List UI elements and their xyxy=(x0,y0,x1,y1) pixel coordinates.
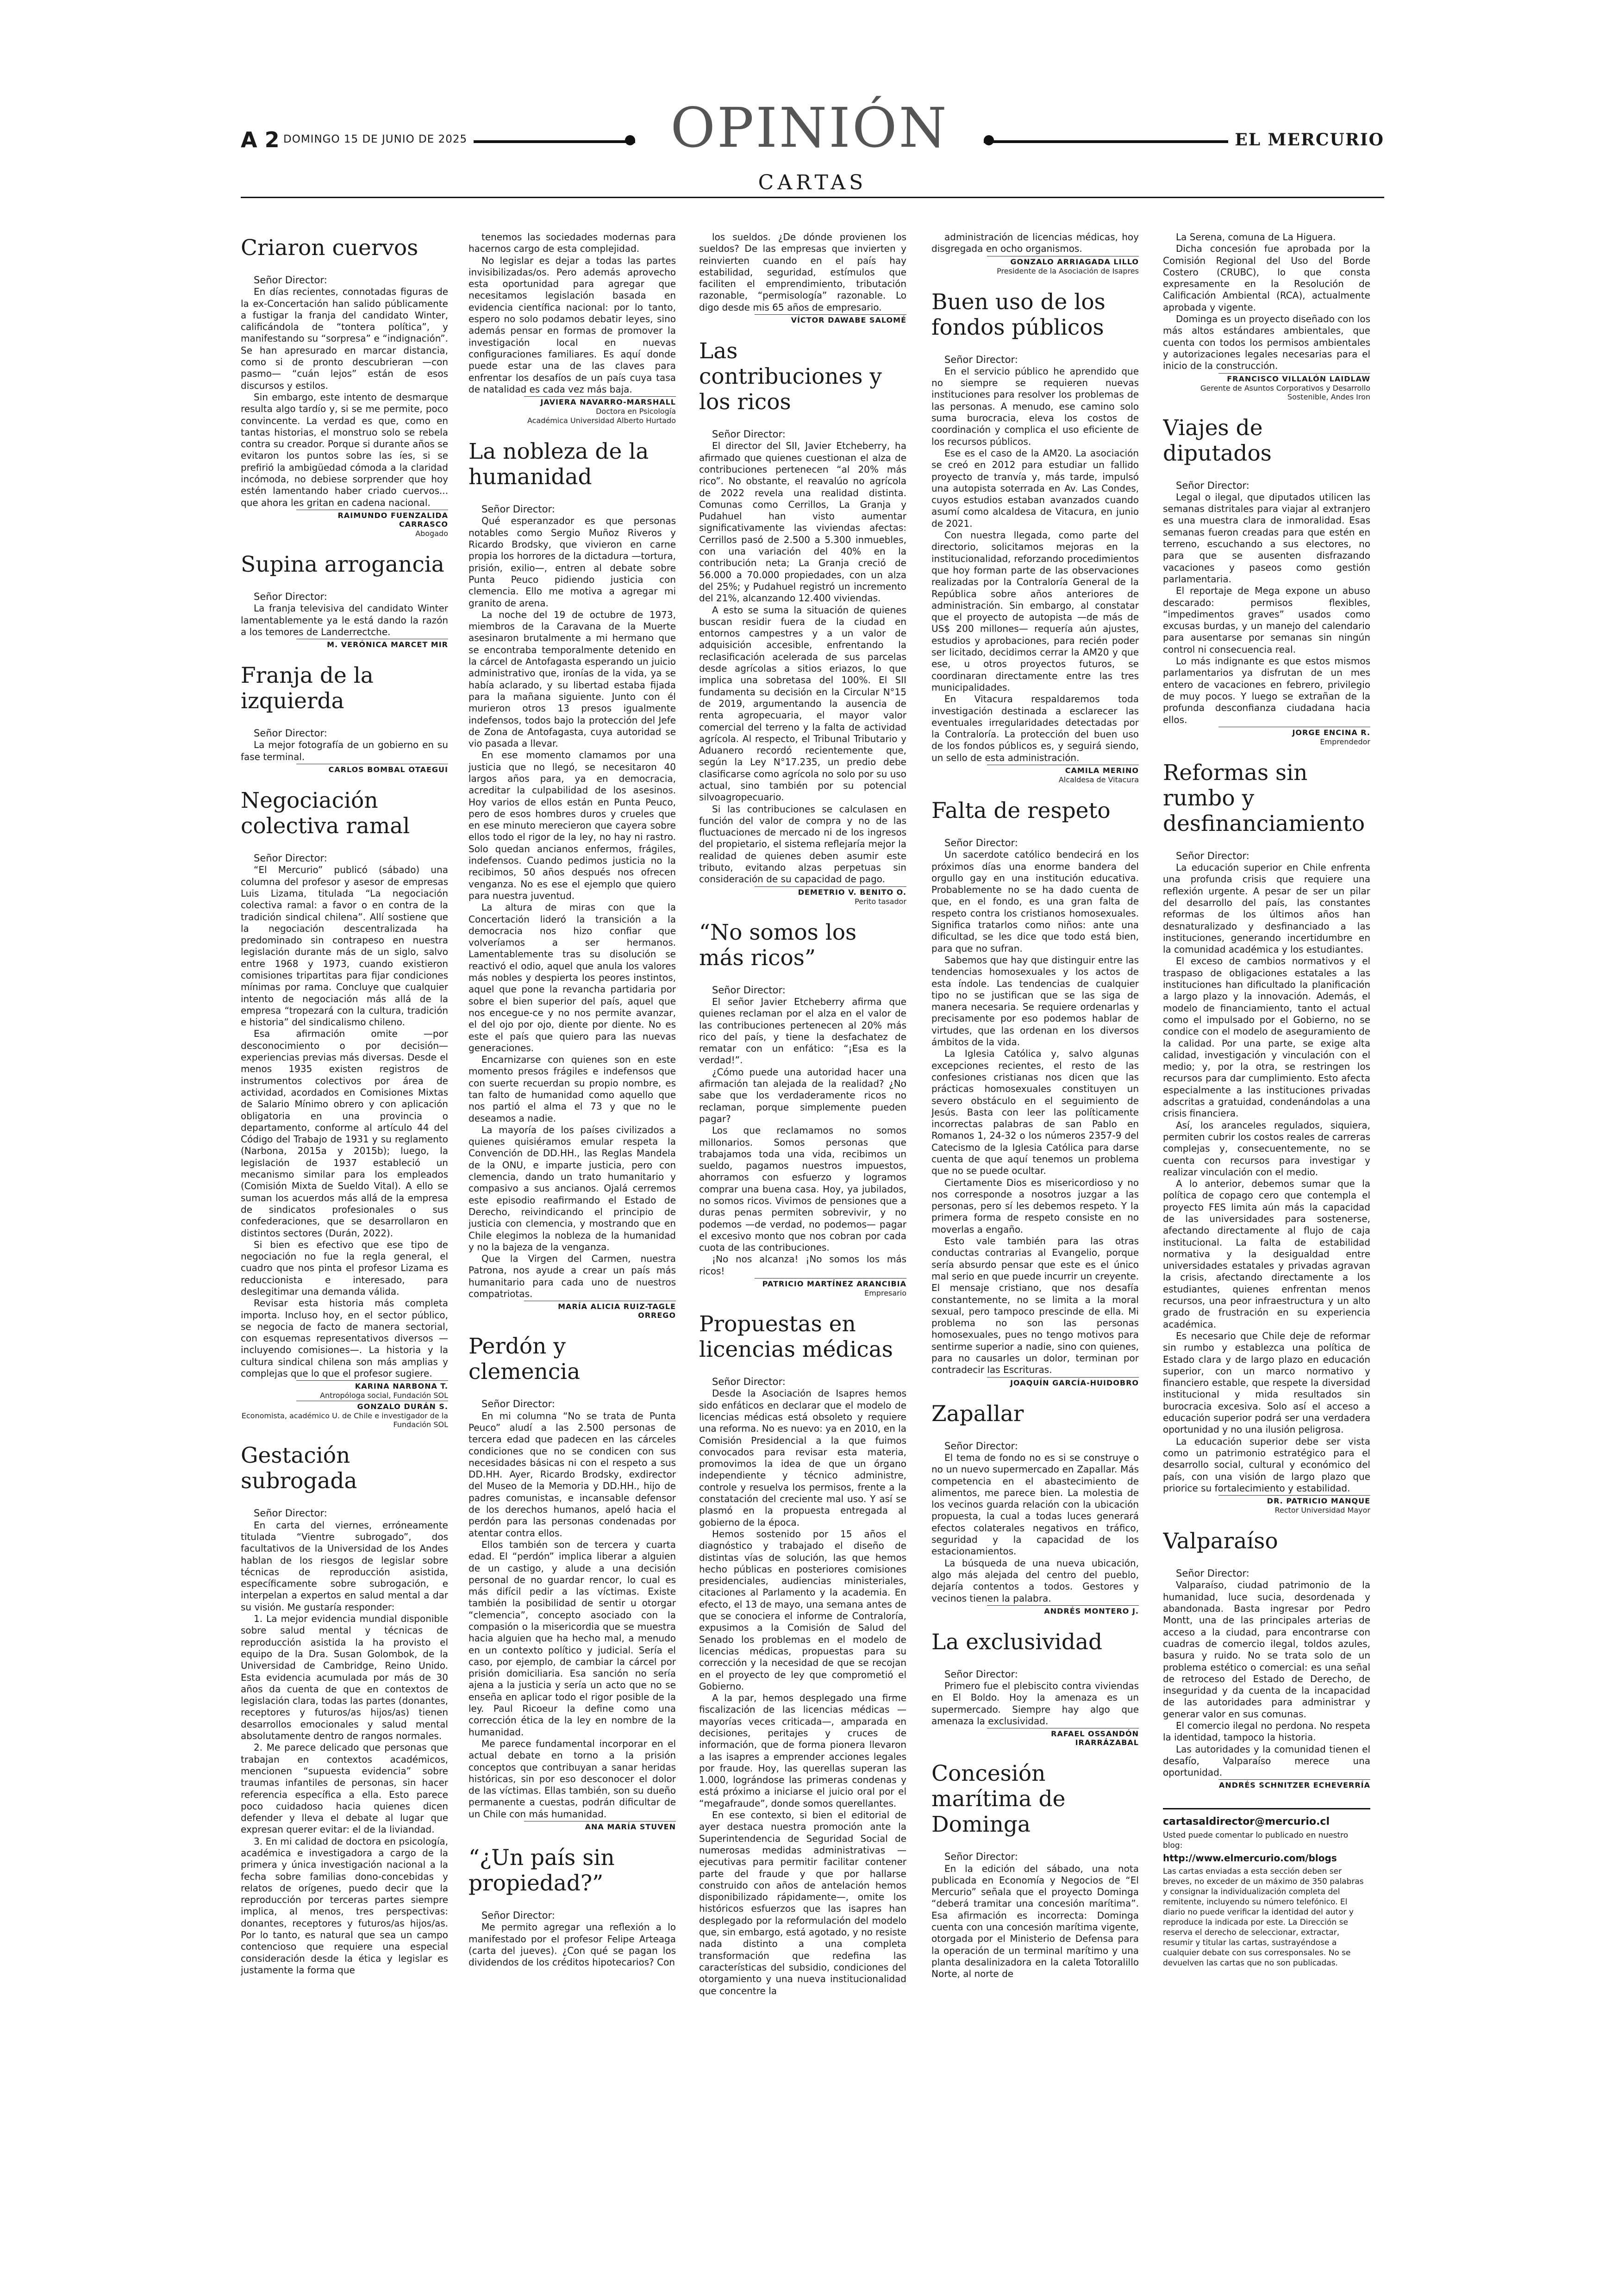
letter-paragraph: administración de licencias médicas, hoy disgregada en ocho organismos. xyxy=(931,231,1139,255)
letter-salutation: Señor Director: xyxy=(481,1398,555,1410)
letter-paragraph: Encarnizarse con quienes son en este momento presos frágiles e indefensos que con suerte recuerdan su propio nombre, es tan falto de humanidad como aquello que nos partió el alma el 73 y que no le deseamos a nadie. xyxy=(468,1054,676,1124)
section-subtitle: CARTAS xyxy=(758,171,867,194)
masthead-bottom-rule xyxy=(241,197,1384,198)
letter-headline: Propuestas en licencias médicas xyxy=(699,1311,893,1363)
letter-salutation: Señor Director: xyxy=(944,837,1018,848)
signer-affiliation: Académica Universidad Alberto Hurtado xyxy=(527,416,676,425)
letter-paragraph: Dicha concesión fue aprobada por la Comisión Regional del Uso del Borde Costero (CRUBC), lo que consta expresamente en la Resolución de Calificación Ambiental (RCA), actualmente aprobada y vigente. xyxy=(1163,243,1370,313)
letter-paragraph: 1. La mejor evidencia mundial disponible sobre salud mental y técnicas de reproducción asistida la ha provisto el equipo de la Dra. Susan Golombok, de la Universidad de Cambridge, Reino Unido. Esta evidencia acumulada por más de 30 años da cuenta de que en contextos de legislación clara, todas las partes (donantes, receptores y futuros/as hijos/as) tienen desarrollos emocionales y salud mental absolutamente dentro de rangos normales. xyxy=(241,1613,448,1742)
letter-paragraph: El tema de fondo no es si se construye o no un nuevo supermercado en Zapallar. Más competencia en el abastecimiento de alimentos, me parece bien. La molestia de los vecinos guarda relación con la ubicación propuesta, la cual a todas luces generará efectos colaterales negativos en tráfico, seguridad y la capacidad de los estacionamientos. xyxy=(931,1452,1139,1557)
letter-paragraph: tenemos las sociedades modernas para hacernos cargo de esta complejidad. xyxy=(468,231,676,255)
letter-paragraph: Lo más indignante es que estos mismos parlamentarios ya disfrutan de un mes entero de vacaciones en febrero, privilegio de muy pocos. Y luego se extrañan de la profunda desconfianza ciudadana hacia ellos. xyxy=(1163,655,1370,725)
letter-signature: GONZALO DURÁN S. xyxy=(296,1401,448,1411)
letter-paragraph: El señor Javier Etcheberry afirma que quienes reclaman por el alza en el valor de las contribuciones pertenecen al 20% más rico del país, y tiene la desfachatez de rematar con un enfático: “¡Esa es la verdad!”. xyxy=(699,996,906,1066)
letter-article xyxy=(468,439,676,1320)
letter-paragraph: A lo anterior, debemos sumar que la política de copago cero que contempla el proyecto FES limita aún más la capacidad de las universidades para sostenerse, afectando directamente al flujo de caja institucional. La falta de estabilidad normativa y la desigualdad entre universidades estatales y privadas agravan la crisis, afectando directamente a los estudiantes, quienes enfrentan menos recursos, una peor infraestructura y un alto grado de frustración en su experiencia académica. xyxy=(1163,1178,1370,1330)
letter-signature: PATRICIO MARTÍNEZ ARANCIBIA xyxy=(755,1278,906,1288)
letter-paragraph: A la par, hemos desplegado una firme fiscalización de las licencias médicas —mayorías veces criticada—, amparada en decisiones, peritajes y cruces de información, que de forma pionera llevaron a las isapres a emprender acciones legales por fraude. Hoy, las querellas superan las 1.000, lográndose las primeras condenas y está próximo a iniciarse el juicio oral por el “megafraude”, donde somos querellantes. xyxy=(699,1692,906,1809)
letter-paragraph: La altura de miras con que la Concertación lideró la transición a la democracia nos hizo confiar que volveríamos a ser hermanos. Lamentablemente tras su disolución se reactivó el odio, aquel que anula los valores más nobles y despierta los peores instintos, aquel que pone la revancha partidaria por sobre el bien superior del país, aquel que nos encegue-ce y no nos permite avanzar, el del ojo por ojo, diente por diente. No es este el país que quiero para las nuevas generaciones. xyxy=(468,902,676,1054)
letter-paragraph: Dominga es un proyecto diseñado con los más altos estándares ambientales, que cuenta con todos los permisos ambientales y autorizaciones legales necesarias para el inicio de la construcción. xyxy=(1163,313,1370,372)
column-1 xyxy=(241,231,448,2236)
masthead-dot-left xyxy=(625,135,635,145)
letter-article xyxy=(931,798,1139,1387)
signer-affiliation: Empresario xyxy=(864,1289,906,1298)
letter-headline: “No somos los más ricos” xyxy=(699,919,857,971)
contact-note: Usted puede comentar lo publicado en nuestro blog: xyxy=(1163,1831,1349,1851)
letter-article xyxy=(1163,1528,1370,1790)
letter-paragraph: La franja televisiva del candidato Winter lamentablemente ya le está dando la razón a los temores de Landerrectche. xyxy=(241,603,448,637)
masthead xyxy=(241,95,1384,201)
signer-affiliation: Alcaldesa de Vitacura xyxy=(1058,775,1139,784)
letter-headline: “¿Un país sin propiedad?” xyxy=(468,1845,615,1896)
letter-article xyxy=(468,231,676,425)
letter-paragraph: El reportaje de Mega expone un abuso descarado: permisos flexibles, “impedimentos graves” usados como excusas burdas, y un manejo del calendario para ausentarse por semanas sin ningún control ni consecuencia real. xyxy=(1163,585,1370,655)
letter-paragraph: Si las contribuciones se calculasen en función del valor de compra y no de las fluctuaciones de mercado ni de los ingresos del propietario, el sistema reflejaría mejor la realidad de quienes deben asumir este tributo, evitando alzas perpetuas sin consideración de su capacidad de pago. xyxy=(699,803,906,885)
letter-paragraph: Revisar esta historia más completa importa. Incluso hoy, en el sector público, se negocia de facto de manera sectorial, con esquemas representativos diversos —incluyendo comisiones—. La historia y la cultura sindical chilena son más amplias y complejas que lo que el profesor sugiere. xyxy=(241,1297,448,1379)
signer-affiliation: Perito tasador xyxy=(855,897,906,906)
letter-paragraph: En la edición del sábado, una nota publicada en Economía y Negocios de “El Mercurio” señala que el proyecto Dominga “deberá tramitar una concesión marítima”. Esa afirmación es incorrecta: Dominga cuenta con una concesión marítima vigente, otorgada por el Ministerio de Defensa para la operación de un terminal marítimo y una planta desalinizadora en la caleta Totoralillo Norte, al norte de xyxy=(931,1863,1139,1980)
letter-paragraph: Sin embargo, este intento de desmarque resulta algo tardío y, si se me permite, poco convincente. La verdad es que, como en tantas historias, el monstruo solo se rebela contra su creador. Porque si durante años se evitaron los puntos sobre las íes, si se prefirió la ambigüedad cómoda a la claridad incómoda, no debiese sorprender que hoy estén lamentando haber criado cuervos... que ahora les gritan en cadena nacional. xyxy=(241,391,448,508)
publication-date: DOMINGO 15 DE JUNIO DE 2025 xyxy=(283,133,474,145)
letter-paragraph: Primero fue el plebiscito contra viviendas en El Boldo. Hoy la amenaza es un supermercado. Siempre hay algo que amenaza la exclusividad. xyxy=(931,1680,1139,1727)
letter-signature: CAMILA MERINO xyxy=(987,765,1139,775)
column-5 xyxy=(1163,231,1370,2236)
letter-headline: Supina arrogancia xyxy=(241,551,444,577)
letter-paragraph: La mayoría de los países civilizados a quienes quisiéramos emular respeta la Convención de DD.HH., las Reglas Mandela de la ONU, e imparte justicia, pero con clemencia, dando un trato humanitario y compasivo a sus ancianos. Ojalá cerremos este episodio reafirmando el Estado de Derecho, reivindicando el principio de justicia con clemencia, y mostrando que en Chile elegimos la nobleza de la humanidad y no la bajeza de la venganza. xyxy=(468,1124,676,1253)
letter-paragraph: Esto vale también para las otras conductas contrarias al Evangelio, porque sería absurdo pensar que este es el único mal serio en que puede incurrir un creyente. El mensaje cristiano, que nos desafía constantemente, no se limita a la moral sexual, pero tampoco prescinde de ella. Mi problema no son las personas homosexuales, pues no tengo motivos para sentirme superior a nadie, sino con quienes, para no causarles un dolor, terminan por contradecir las Escrituras. xyxy=(931,1235,1139,1376)
letter-salutation: Señor Director: xyxy=(944,1851,1018,1863)
letter-salutation: Señor Director: xyxy=(944,354,1018,365)
letter-headline: Las contribuciones y los ricos xyxy=(699,338,882,415)
section-title: OPINIÓN xyxy=(670,96,949,160)
letter-signature: ANA MARÍA STUVEN xyxy=(524,1821,676,1831)
column-3 xyxy=(699,231,906,2236)
letter-salutation: Señor Director: xyxy=(712,429,786,440)
letter-article xyxy=(699,920,906,1297)
letter-paragraph: La educación superior en Chile enfrenta una profunda crisis que requiere una reflexión urgente. A pesar de ser un pilar del desarrollo del país, las constantes reformas de los últimos años han desnaturalizado y desfinanciado a las instituciones, generando incertidumbre en la comunidad académica y los estudiantes. xyxy=(1163,862,1370,955)
letter-salutation: Señor Director: xyxy=(712,984,786,996)
signer-affiliation: Presidente de la Asociación de Isapres xyxy=(997,266,1139,275)
letter-signature: ANDRÉS MONTERO J. xyxy=(987,1605,1139,1615)
letters-contact-box xyxy=(1163,1808,1370,1968)
letter-salutation: Señor Director: xyxy=(254,728,327,739)
letter-paragraph: En Vitacura respaldaremos toda investigación destinada a esclarecer las eventuales irregularidades detectadas por la Contraloría. La protección del buen uso de los fondos públicos es, y seguirá siendo, un sello de esta administración. xyxy=(931,693,1139,763)
signer-affiliation: Abogado xyxy=(415,529,448,538)
letter-paragraph: 2. Me parece delicado que personas que trabajan en contextos académicos, mencionen “supuesta evidencia” sobre traumas infantiles de personas, sin hacer referencia específica a ella. Esto parece poco cuidadoso hacia quienes dicen defender y lleva el debate al lugar que expresan querer evitar: el de la liviandad. xyxy=(241,1742,448,1835)
letter-article xyxy=(699,231,906,324)
letter-paragraph: Los que reclamamos no somos millonarios. Somos personas que trabajamos toda una vida, recibimos un sueldo, pagamos nuestros impuestos, ahorramos con esfuerzo y logramos comprar una buena casa. Hoy, ya jubilados, no somos ricos. Vivimos de pensiones que a duras penas permiten sobrevivir, y no podemos —de verdad, no podemos— pagar el excesivo monto que nos cobran por cada cuota de las contribuciones. xyxy=(699,1125,906,1254)
blog-link[interactable]: http://www.elmercurio.com/blogs xyxy=(1163,1852,1337,1864)
letter-paragraph: Ciertamente Dios es misericordioso y no nos corresponde a nosotros juzgar a las personas, pero sí les debemos respeto. Y la primera forma de respeto consiste en no moverlas a engaño. xyxy=(931,1177,1139,1235)
letter-signature: MARÍA ALICIA RUIZ-TAGLE ORREGO xyxy=(524,1301,676,1320)
letter-paragraph: 3. En mi calidad de doctora en psicología, académica e investigadora a cargo de la primera y única investigación nacional a la fecha sobre familias dono-concebidas y relatos de orígenes, puedo decir que la reproducción por terceras partes siempre implica, al menos, tres perspectivas: donantes, receptores y futuros/as hijos/as. Por lo tanto, es natural que sea un campo contencioso que requiere una especial consideración desde la ética y legislar es justamente la forma que xyxy=(241,1835,448,1976)
signer-affiliation: Rector Universidad Mayor xyxy=(1274,1506,1370,1515)
letter-article xyxy=(931,1629,1139,1747)
letter-paragraph: El comercio ilegal no perdona. No respeta la identidad, tampoco la historia. xyxy=(1163,1720,1370,1743)
signer-affiliation: Gerente de Asuntos Corporativos y Desarrollo Sostenible, Andes Iron xyxy=(1200,383,1370,401)
letter-paragraph: Hemos sostenido por 15 años el diagnóstico y trabajado el diseño de distintas vías de solución, las que hemos hecho públicas en posteriores comisiones presidenciales, audiencias ministeriales, citaciones al Parlamento y la academia. En efecto, el 13 de mayo, una semana antes de que se conociera el informe de Contraloría, expusimos a la Comisión de Salud del Senado los problemas en el modelo de licencias médicas, propuestas para su corrección y la necesidad de que se recojan en el proyecto de ley que comprometió el Gobierno. xyxy=(699,1528,906,1692)
letter-paragraph: Desde la Asociación de Isapres hemos sido enfáticos en declarar que el modelo de licencias médicas está obsoleto y requiere una reforma. No es nuevo: ya en 2010, en la Comisión Presidencial a la que fuimos convocados para revisar esta materia, promovimos la idea de que un órgano independiente y técnico administre, controle y resuelva los permisos, frente a la constatación del creciente mal uso. Y así se plasmó en la propuesta entregada al gobierno de la época. xyxy=(699,1388,906,1528)
letter-paragraph: En ese momento clamamos por una justicia que no llegó, se necesitaron 40 largos años para, ya en democracia, acreditar la culpabilidad de los asesinos. Hoy varios de ellos están en Punta Peuco, pero de esos hombres duros y crueles que en ese minuto merecieron que cayera sobre ellos todo el rigor de la ley, no hay ni rastro. Solo quedan ancianos enfermos, frágiles, indefensos. Cuando pedimos justicia no la recibimos, 50 años después nos ofrecen venganza. No es ese el ejemplo que quiero para nuestra juventud. xyxy=(468,749,676,901)
letter-signature: M. VERÓNICA MARCET MIR xyxy=(296,639,448,649)
letter-paragraph: Ellos también son de tercera y cuarta edad. El “perdón” implica liberar a alguien de un castigo, y alude a una decisión personal de no guardar rencor, lo cual es más difícil pedir a las víctimas. Existe también la posibilidad de sentir u otorgar “clemencia”, concepto asociado con la compasión o la misericordia que se muestra hacia alguien que ha hecho mal, a menudo en un contexto político y judicial. Sería el caso, por ejemplo, de cambiar la cárcel por prisión domiciliaria. Esa sanción no sería ajena a la justicia y sería un acto que no se enseña en aplicar todo el rigor posible de la ley. Paul Ricoeur la define como una corrección ética de la ley en nombre de la humanidad. xyxy=(468,1539,676,1738)
letter-salutation: Señor Director: xyxy=(1176,1568,1249,1579)
column-2 xyxy=(468,231,676,2236)
letter-paragraph: El director del SII, Javier Etcheberry, ha afirmado que quienes cuestionan el alza de contribuciones pertenecen “al 20% más rico”. No obstante, el reavalúo no agrícola de 2022 revela una realidad distinta. Comunas como Cerrillos, La Granja y Pudahuel han visto aumentar significativamente las viviendas afectas: Cerrillos pasó de 2.500 a 5.300 inmuebles, con una variación del 40% en la contribución neta; La Granja creció de 56.000 a 70.000 propiedades, con un alza del 25%; y Pudahuel registró un incremento del 21%, alcanzando 12.400 viviendas. xyxy=(699,440,906,604)
letter-article xyxy=(699,338,906,906)
letter-paragraph: A esto se suma la situación de quienes buscan residir fuera de la ciudad en entornos campestres y a un valor de adquisición accesible, enfrentando la reclasificación acelerada de sus parcelas desde agrícolas a sitios eriazos, lo que implica una sobretasa del 100%. El SII fundamenta su decisión en la Circular N°15 de 2019, argumentando la ausencia de renta agropecuaria, el mayor valor comercial del terreno y la falta de actividad agrícola. Al respecto, el Tribunal Tributario y Aduanero recordó recientemente que, según la Ley N°17.235, un predio debe clasificarse como agrícola no solo por su uso actual, sino también por su potencial silvoagropecuario. xyxy=(699,604,906,803)
column-4 xyxy=(931,231,1139,2236)
letter-paragraph: Esa afirmación omite —por desconocimiento o por decisión— experiencias previas más diversas. Desde el menos 1935 existen registros de instrumentos colectivos por área de actividad, acordados en Comisiones Mixtas de Salario Mínimo obrero y con aplicación obligatoria en una provincia o departamento, conforme al artículo 44 del Código del Trabajo de 1931 y su reglamento (Narbona, 2015a y 2015b); luego, la legislación de 1937 estableció un mecanismo similar para los empleados (Comisión Mixta de Sueldo Vital). A ello se suman los acuerdos más allá de la empresa de sindicatos profesionales o sus confederaciones, que se desarrollaron en distintos sectores (Durán, 2022). xyxy=(241,1028,448,1239)
masthead-dot-right xyxy=(984,135,994,145)
letter-paragraph: Ese es el caso de la AM20. La asociación se creó en 2012 para estudiar un fallido proyecto de tranvía y, más tarde, impulsó una autopista soterrada en Av. Las Condes, cuyos estudios estaban avanzados cuando asumí como alcaldesa de Vitacura, en junio de 2021. xyxy=(931,447,1139,529)
letter-signature: FRANCISCO VILLALÓN LAIDLAW xyxy=(1218,373,1370,383)
letter-signature: JOAQUÍN GARCÍA-HUIDOBRO xyxy=(987,1377,1139,1387)
letter-paragraph: Me parece fundamental incorporar en el actual debate en torno a la prisión conceptos que contribuyan a sanar heridas históricas, sin por eso desconocer el dolor de las víctimas. Ellas también, son su dueño permanente a cuestas, podrán dificultar de un Chile con más humanidad. xyxy=(468,1738,676,1820)
letter-article xyxy=(241,235,448,538)
letter-headline: Reformas sin rumbo y desfinanciamiento xyxy=(1163,760,1365,836)
letter-article xyxy=(241,788,448,1429)
letter-signature: VÍCTOR DAWABE SALOMÉ xyxy=(755,314,906,324)
letter-signature: CARLOS BOMBAL OTAEGUI xyxy=(296,764,448,774)
letter-signature: JORGE ENCINA R. xyxy=(1218,727,1370,737)
letter-paragraph: Las autoridades y la comunidad tienen el desafío, Valparaíso merece una oportunidad. xyxy=(1163,1743,1370,1778)
letter-headline: Viajes de diputados xyxy=(1163,415,1272,466)
letter-paragraph: Qué esperanzador es que personas notables como Sergio Muñoz Riveros y Ricardo Brodsky, que vivieron en carne propia los horrores de la dictadura —tortura, prisión, exilio—, entren al debate sobre Punta Peuco pidiendo justicia con clemencia. Ello me motiva a agregar mi granito de arena. xyxy=(468,515,676,609)
letter-paragraph: No legislar es dejar a todas las partes invisibilizadas/os. Pero además aprovecho esta oportunidad para agregar que necesitamos legislación basada en evidencia científica nacional: por lo tanto, espero no solo podamos debatir leyes, sino además pensar en formas de promover la investigación local en nuevas configuraciones familiares. Es aquí donde puede estar una de las claves para enfrentar los desafíos de un país cuya tasa de natalidad es cada vez más baja. xyxy=(468,255,676,395)
letter-headline: Falta de respeto xyxy=(931,798,1111,823)
letter-article xyxy=(699,1311,906,1997)
letter-paragraph: En el servicio público he aprendido que no siempre se requieren nuevas instituciones para resolver los problemas de las personas. A menudo, ese camino solo suma burocracia, eleva los costos de coordinación y complica el uso eficiente de los recursos públicos. xyxy=(931,365,1139,447)
letter-salutation: Señor Director: xyxy=(481,1910,555,1921)
letter-article xyxy=(931,289,1139,784)
signer-affiliation: Economista, académico U. de Chile e investigador de la Fundación SOL xyxy=(241,1411,448,1429)
letter-signature: DR. PATRICIO MANQUE xyxy=(1218,1495,1370,1505)
letter-article xyxy=(1163,231,1370,401)
letter-paragraph: Que la Virgen del Carmen, nuestra Patrona, nos ayude a crear un país más humanitario para cada uno de nuestros compatriotas. xyxy=(468,1253,676,1300)
letter-paragraph: “El Mercurio” publicó (sábado) una columna del profesor y asesor de empresas Luis Lizama, titulada “La negociación colectiva ramal: a favor o en contra de la tradición sindical chilena”. Allí sostiene que la negociación descentralizada ha predominado sin contrapeso en nuestra legislación durante más de un siglo, salvo entre 1968 y 1973, cuando existieron comisiones tripartitas para fijar condiciones mínimas por rama. Concluye que cualquier intento de negociación más allá de la empresa “tropezará con la cultura, tradición e historia” del sindicalismo chileno. xyxy=(241,864,448,1028)
letter-paragraph: La mejor fotografía de un gobierno en su fase terminal. xyxy=(241,739,448,762)
letter-salutation: Señor Director: xyxy=(254,1508,327,1519)
letter-signature: RAIMUNDO FUENZALIDA CARRASCO xyxy=(296,510,448,529)
letter-headline: Criaron cuervos xyxy=(241,235,418,261)
letter-paragraph: La educación superior debe ser vista como un patrimonio estratégico para el desarrollo social, cultural y económico del país, con una visión de largo plazo que priorice su fortalecimiento y estabilidad. xyxy=(1163,1435,1370,1494)
letter-article xyxy=(1163,415,1370,746)
letter-signature: GONZALO ARRIAGADA LILLO xyxy=(987,256,1139,266)
letter-salutation: Señor Director: xyxy=(254,853,327,864)
letter-article xyxy=(931,1761,1139,1980)
letter-headline: La nobleza de la humanidad xyxy=(468,439,649,490)
letter-paragraph: La Iglesia Católica y, salvo algunas excepciones recientes, el resto de las confesiones cristianas nos dicen que las prácticas homosexuales constituyen un severo obstáculo en el seguimiento de Jesús. Basta con leer las políticamente incorrectas palabras de san Pablo en Romanos 1, 24-32 o los números 2357-9 del Catecismo de la Iglesia Católica para darse cuenta de que aquí tenemos un problema que no se puede ocultar. xyxy=(931,1048,1139,1177)
letter-paragraph: La Serena, comuna de La Higuera. xyxy=(1176,231,1336,243)
letter-headline: Perdón y clemencia xyxy=(468,1334,581,1385)
letter-paragraph: ¡No nos alcanza! ¡No somos los más ricos! xyxy=(699,1254,906,1277)
signer-affiliation: Emprendedor xyxy=(1320,737,1370,746)
letter-paragraph: Si bien es efectivo que ese tipo de negociación no fue la regla general, el cuadro que nos pinta el profesor Lizama es reduccionista e interesado, para deslegitimar una demanda válida. xyxy=(241,1239,448,1297)
letter-paragraph: Legal o ilegal, que diputados utilicen las semanas distritales para viajar al extranjero es una muestra clara de inmoralidad. Esas semanas fueron creadas para que estén en terreno, escuchando a sus electores, no para que se ausenten disfrazando vacaciones y paseos como gestión parlamentaria. xyxy=(1163,491,1370,585)
letter-paragraph: Sabemos que hay que distinguir entre las tendencias homosexuales y los actos de esta índole. Las tendencias de cualquier tipo no se justifican que se las siga de manera necesaria. Se requiere ordenarlas y precisamente por eso podemos hablar de virtudes, que las ordenan en los diversos ámbitos de la vida. xyxy=(931,954,1139,1048)
letter-article xyxy=(468,1334,676,1831)
letter-headline: Gestación subrogada xyxy=(241,1443,357,1494)
letter-article xyxy=(241,663,448,774)
page-number: A 2 xyxy=(241,127,286,152)
letter-paragraph: Un sacerdote católico bendecirá en los próximos días una enorme bandera del orgullo gay en una institución educativa. Probablemente no se ha dado cuenta de que, en el fondo, es una gran falta de respeto contra los cristianos homosexuales. Significa tratarlos como niños: ante una dificultad, se les dice que todo está bien, para que no sufran. xyxy=(931,849,1139,954)
letter-headline: Valparaíso xyxy=(1163,1528,1278,1554)
letter-salutation: Señor Director: xyxy=(481,504,555,515)
letter-paragraph: En carta del viernes, erróneamente titulada “Vientre subrogado”, dos facultativos de la Universidad de los Andes hablan de los riesgos de legislar sobre técnicas de reproducción asistida, específicamente sobre subrogación, e interpelan a expertos en salud mental a dar su visión. Me gustaría responder: xyxy=(241,1519,448,1613)
signer-affiliation: Doctora en Psicología xyxy=(596,407,676,416)
letter-article xyxy=(241,1443,448,1976)
letter-article xyxy=(468,1845,676,1968)
letter-paragraph: En días recientes, connotadas figuras de la ex-Concertación han salido públicamente a fustigar la franja del candidato Winter, calificándola de “tontera política”, y manifestando su “sorpresa” e “indignación”. Se han apresurado en marcar distancia, como si de pronto descubrieran —con pasmo— “cuán lejos” están de esos discursos y estilos. xyxy=(241,286,448,391)
letter-headline: Zapallar xyxy=(931,1401,1024,1427)
letter-headline: Buen uso de los fondos públicos xyxy=(931,289,1106,340)
letter-headline: Franja de la izquierda xyxy=(241,663,374,714)
letter-salutation: Señor Director: xyxy=(1176,480,1249,491)
letter-salutation: Señor Director: xyxy=(1176,850,1249,861)
letter-paragraph: En ese contexto, si bien el editorial de ayer destaca nuestra promoción ante la Superintendencia de Seguridad Social de numerosas medidas administrativas —ejecutivas para permitir facilitar contener parte del fraude y que por hallarse construido con años de antelación hemos disponibilizado rápidamente—, omite los históricos esfuerzos que las isapres han desplegado por la reformulación del modelo que, sin embargo, está agotado, y no resiste nada distinto a una completa transformación que redefina las características del subsidio, condiciones del otorgamiento y una nueva institucionalidad que concentre la xyxy=(699,1809,906,1996)
letter-paragraph: Así, los aranceles regulados, siquiera, permiten cubrir los costos reales de carreras complejas y, consecuentemente, no se cuenta con recursos para investigar y realizar vinculación con el medio. xyxy=(1163,1119,1370,1178)
letter-salutation: Señor Director: xyxy=(712,1376,786,1388)
letter-paragraph: El exceso de cambios normativos y el traspaso de obligaciones estatales a las instituciones han dificultado la planificación a largo plazo y la innovación. Además, el modelo de financiamiento, tanto el actual como el impulsado por el Gobierno, no se condice con el modelo de aseguramiento de la calidad. Por una parte, se exige alta calidad, investigación y vinculación con el medio; y, por la otra, se restringen los recursos para dar cumplimiento. Esto afecta especialmente a las instituciones privadas adscritas a gratuidad, condenándolas a una crisis financiera. xyxy=(1163,955,1370,1119)
letter-paragraph: Valparaíso, ciudad patrimonio de la humanidad, luce sucia, desordenada y abandonada. Basta ingresar por Pedro Montt, una de las principales arterias de acceso a la ciudad, para encontrarse con cuadras de comercio ilegal, toldos azules, basura y ruido. No se trata solo de un problema estético o comercial: es una señal de retroceso del Estado de Derecho, de inseguridad y da cuenta de la incapacidad de las autoridades para administrar y generar valor en sus comunas. xyxy=(1163,1579,1370,1720)
letter-headline: Concesión marítima de Dominga xyxy=(931,1761,1066,1838)
letter-salutation: Señor Director: xyxy=(254,591,327,602)
letter-article xyxy=(241,552,448,649)
letter-signature: RAFAEL OSSANDÓN IRARRÁZABAL xyxy=(987,1728,1139,1747)
letter-salutation: Señor Director: xyxy=(944,1668,1018,1680)
letter-article xyxy=(1163,760,1370,1515)
letter-headline: La exclusividad xyxy=(931,1629,1103,1655)
letter-paragraph: En mi columna “No se trata de Punta Peuco” aludí a las 2.500 personas de tercera edad que padecen en las cárceles condiciones que no se condicen con sus necesidades básicas ni con el respeto a sus DD.HH. Ayer, Ricardo Brodsky, exdirector del Museo de la Memoria y DD.HH., hijo de padres comunistas, e incansable defensor de los derechos humanos, apeló hacia el perdón para las personas condenadas por atentar contra ellos. xyxy=(468,1410,676,1539)
letter-signature: DEMETRIO V. BENITO O. xyxy=(755,886,906,897)
signer-affiliation: Antropóloga social, Fundación SOL xyxy=(320,1391,448,1400)
letter-paragraph: La noche del 19 de octubre de 1973, miembros de la Caravana de la Muerte asesinaron brutalmente a mi hermano que se encontraba temporalmente detenido en la cárcel de Antofagasta esperando un juicio administrativo que, ironías de la vida, ya se había aclarado, y su libertad estaba fijada para la mañana siguiente. Junto con él murieron otros 13 presos igualmente indefensos, todos bajo la protección del Jefe de Zona de Antofagasta, cuya autoridad se vio pasada a llevar. xyxy=(468,609,676,749)
letter-article xyxy=(931,1401,1139,1615)
letter-headline: Negociación colectiva ramal xyxy=(241,788,410,839)
letter-paragraph: los sueldos. ¿De dónde provienen los sueldos? De las empresas que invierten y reinvierten cuando en el país hay estabilidad, seguridad, estímulos que faciliten el emprendimiento, tributación razonable, “permisología” razonable. Lo digo desde mis 65 años de empresario. xyxy=(699,231,906,313)
newspaper-brand: EL MERCURIO xyxy=(1228,130,1384,150)
letter-salutation: Señor Director: xyxy=(944,1440,1018,1452)
letter-paragraph: Con nuestra llegada, como parte del directorio, solicitamos mejoras en la institucionalidad, reforzando procedimientos que hoy forman parte de las observaciones realizadas por la Contraloría General de la República sobre años anteriores de administración. Sin embargo, al constatar que el proyecto de autopista —de más de US$ 200 millones— requería aún ajustes, estudios y aprobaciones, para recién poder ser licitado, decidimos cerrar la AM20 y que ese, u otros proyectos futuros, se coordinaran directamente entre las tres municipalidades. xyxy=(931,530,1139,693)
letter-paragraph: Es necesario que Chile deje de reformar sin rumbo y establezca una política de Estado clara y de largo plazo en educación superior, con un marco normativo y financiero estable, que respete la diversidad institucional y mida resultados sin burocracia excesiva. Solo así el acceso a educación superior podrá ser una verdadera oportunidad y no una ilusión peligrosa. xyxy=(1163,1330,1370,1435)
letter-paragraph: La búsqueda de una nueva ubicación, algo más alejada del centro del pueblo, dejaría contentos a todos. Gestores y vecinos tienen la palabra. xyxy=(931,1557,1139,1604)
letter-paragraph: ¿Cómo puede una autoridad hacer una afirmación tan alejada de la realidad? ¿No sabe que los verdaderamente ricos no reclaman, porque simplemente pueden pagar? xyxy=(699,1066,906,1124)
letters-policy: Las cartas enviadas a esta sección deben ser breves, no exceder de un máximo de 350 palabras y consignar la individualización completa del remitente, incluyendo su número telefónico. El diario no puede verificar la identidad del autor y reproduce la indicada por este. La Dirección se reserva el derecho de seleccionar, extractar, resumir y titular las cartas, sustrayéndose a cualquier debate con sus corresponsales. No se devuelven las cartas que no son publicadas. xyxy=(1163,1867,1364,1968)
letter-signature: KARINA NARBONA T. xyxy=(296,1380,448,1391)
letter-signature: JAVIERA NAVARRO-MARSHALL xyxy=(524,396,676,406)
letter-paragraph: Me permito agregar una reflexión a lo manifestado por el profesor Felipe Arteaga (carta del jueves). ¿Con qué se pagan los dividendos de los créditos hipotecarios? Con xyxy=(468,1921,676,1968)
letter-article xyxy=(931,231,1139,275)
letter-signature: ANDRÉS SCHNITZER ECHEVERRÍA xyxy=(1218,1779,1370,1790)
letter-salutation: Señor Director: xyxy=(254,274,327,286)
contact-email-link[interactable]: cartasaldirector@mercurio.cl xyxy=(1163,1816,1330,1828)
